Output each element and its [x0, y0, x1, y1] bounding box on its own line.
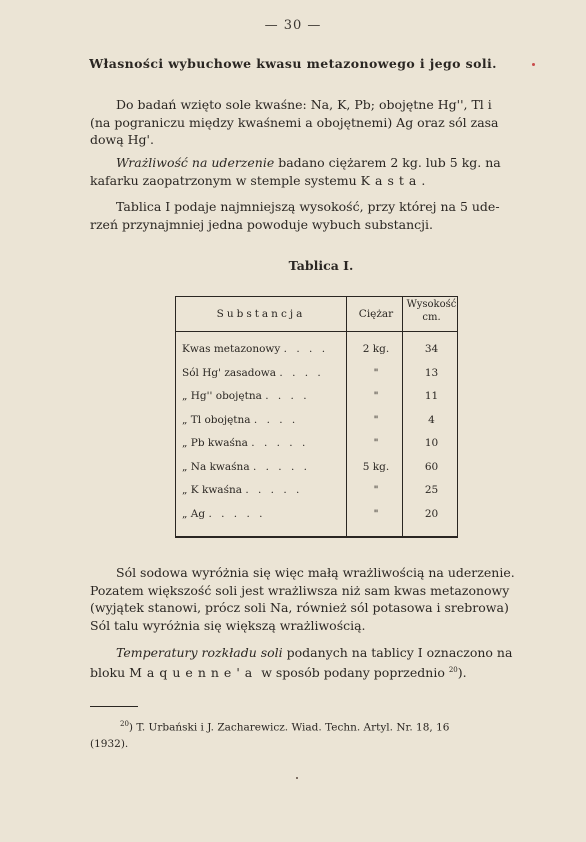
- leader-dots: . . . .: [279, 366, 324, 379]
- footnote-text: ) T. Urbański i J. Zacharewicz. Wiad. Techn. Artyl. Nr. 18, 16: [128, 721, 450, 734]
- footnote: [90, 716, 540, 752]
- substance-name: „ Na kwaśna: [182, 460, 250, 473]
- table-cell-weight: ": [373, 366, 379, 379]
- substance-name: Kwas metazonowy: [182, 343, 281, 355]
- paragraph-5-line-2-text: bloku: [90, 664, 130, 680]
- table-cell-substance: [182, 343, 350, 355]
- table-cell-substance: [182, 484, 350, 496]
- paragraph-1-line-3: dową Hg'.: [90, 132, 154, 147]
- paragraph-4-line-4: Sól talu wyróżnia się większą wrażliwością.: [90, 617, 366, 633]
- paragraph-2-line-1-rest: badano ciężarem 2 kg. lub 5 kg. na: [274, 155, 501, 170]
- footnote-line-1: [90, 716, 540, 736]
- section-title: Własności wybuchowe kwasu metazonowego i jego soli.: [89, 56, 497, 71]
- table-cell-weight: ": [373, 507, 379, 520]
- leader-dots: . . . . .: [252, 460, 310, 473]
- paragraph-1: [90, 96, 538, 149]
- paragraph-2-italic: Wrażliwość na uderzenie: [116, 155, 275, 170]
- table-cell-weight: ": [373, 413, 379, 426]
- table-cell-height: 11: [424, 390, 439, 402]
- paragraph-5-spaced-name: Maquenne'a: [129, 664, 258, 680]
- table-cell-height: 13: [424, 366, 439, 379]
- table-cell-weight: ": [373, 437, 379, 449]
- paragraph-3: [90, 198, 538, 233]
- table-header-height: Wysokość: [406, 299, 457, 310]
- paragraph-2: [90, 154, 538, 189]
- leader-dots: . . . .: [283, 343, 329, 355]
- paragraph-5-line-2-close: ).: [457, 664, 467, 680]
- table-cell-height: 20: [424, 507, 439, 520]
- leader-dots: . . . .: [253, 413, 299, 426]
- table-header-height-unit: cm.: [422, 312, 441, 323]
- paragraph-4-line-1: Sól sodowa wyróżnia się więc małą wrażliwością na uderzenie.: [116, 565, 515, 580]
- substance-name: „ K kwaśna: [182, 484, 242, 496]
- substance-name: „ Hg'' obojętna: [182, 390, 262, 402]
- table-cell-substance: [182, 390, 350, 402]
- paragraph-2-line-2-end: .: [421, 172, 426, 188]
- table-cell-weight: 5 kg.: [362, 460, 390, 473]
- footnote-rule: [90, 706, 138, 707]
- leader-dots: . . . . .: [251, 437, 309, 449]
- page-number: — 30 —: [264, 18, 322, 33]
- substance-name: „ Tl obojętna: [182, 413, 251, 426]
- table-cell-height: 10: [424, 437, 439, 449]
- table-title: Tablica I.: [288, 258, 354, 273]
- paragraph-1-line-1: Do badań wzięto sole kwaśne: Na, K, Pb; obojętne Hg'', Tl i: [116, 97, 492, 112]
- table-cell-substance: [182, 367, 350, 379]
- leader-dots: . . . . .: [245, 484, 303, 496]
- ink-speck-mark: [296, 777, 298, 779]
- footnote-marker: 20: [120, 720, 129, 728]
- table-header-substance: Substancja: [216, 308, 306, 320]
- table-cell-height: 25: [424, 484, 439, 496]
- substance-name: Sól Hg' zasadowa: [182, 366, 277, 379]
- table-cell-weight: ": [373, 484, 379, 496]
- leader-dots: . . . . .: [208, 507, 266, 520]
- paragraph-3-line-1: Tablica I podaje najmniejszą wysokość, przy której na 5 ude-: [116, 199, 500, 214]
- paragraph-5-line-1: [90, 644, 538, 662]
- paragraph-1-line-2: (na pograniczu między kwaśnemi a obojętnemi) Ag oraz sól zasa: [90, 114, 499, 130]
- paragraph-3-line-2: rzeń przynajmniej jedna powoduje wybuch substancji.: [90, 216, 434, 232]
- paragraph-2-line-1: [90, 154, 538, 172]
- paragraph-5-line-2: [90, 662, 538, 682]
- leader-dots: . . . .: [265, 390, 310, 402]
- paragraph-5-line-1-rest: podanych na tablicy I oznaczono na: [282, 645, 513, 660]
- table-cell-height: 34: [424, 343, 439, 355]
- red-speck-mark: [532, 63, 535, 66]
- substance-name: „ Pb kwaśna: [182, 437, 248, 449]
- table-cell-weight: ": [373, 390, 379, 402]
- paragraph-4: [90, 564, 538, 634]
- paragraph-2-line-2-text: kafarku zaopatrzonym w stemple systemu: [90, 172, 361, 188]
- table-cell-substance: [182, 414, 350, 426]
- paragraph-2-line-2: [90, 172, 538, 190]
- paragraph-5: [90, 644, 538, 681]
- data-table: [175, 296, 458, 538]
- footnote-line-2: (1932).: [90, 737, 129, 750]
- table-cell-height: 60: [424, 460, 439, 473]
- substance-name: „ Ag: [182, 507, 206, 520]
- table-header-weight: Ciężar: [358, 308, 394, 320]
- paragraph-2-spaced-name: Kasta: [360, 172, 422, 188]
- paragraph-5-italic: Temperatury rozkładu soli: [116, 645, 283, 660]
- table-cell-height: 4: [428, 413, 435, 426]
- table-cell-substance: [182, 461, 350, 473]
- table-cell-weight: 2 kg.: [362, 343, 390, 355]
- table-cell-substance: [182, 508, 350, 520]
- footnote-ref: 20: [448, 665, 458, 674]
- paragraph-5-line-2-end: w sposób podany poprzednio: [257, 664, 449, 680]
- table-header-rule: [176, 331, 457, 332]
- paragraph-4-line-2: Pozatem większość soli jest wrażliwsza niż sam kwas metazonowy: [90, 582, 510, 598]
- paragraph-4-line-3: (wyjątek stanowi, prócz soli Na, również sól potasowa i srebrowa): [90, 600, 509, 615]
- table-cell-substance: [182, 437, 350, 449]
